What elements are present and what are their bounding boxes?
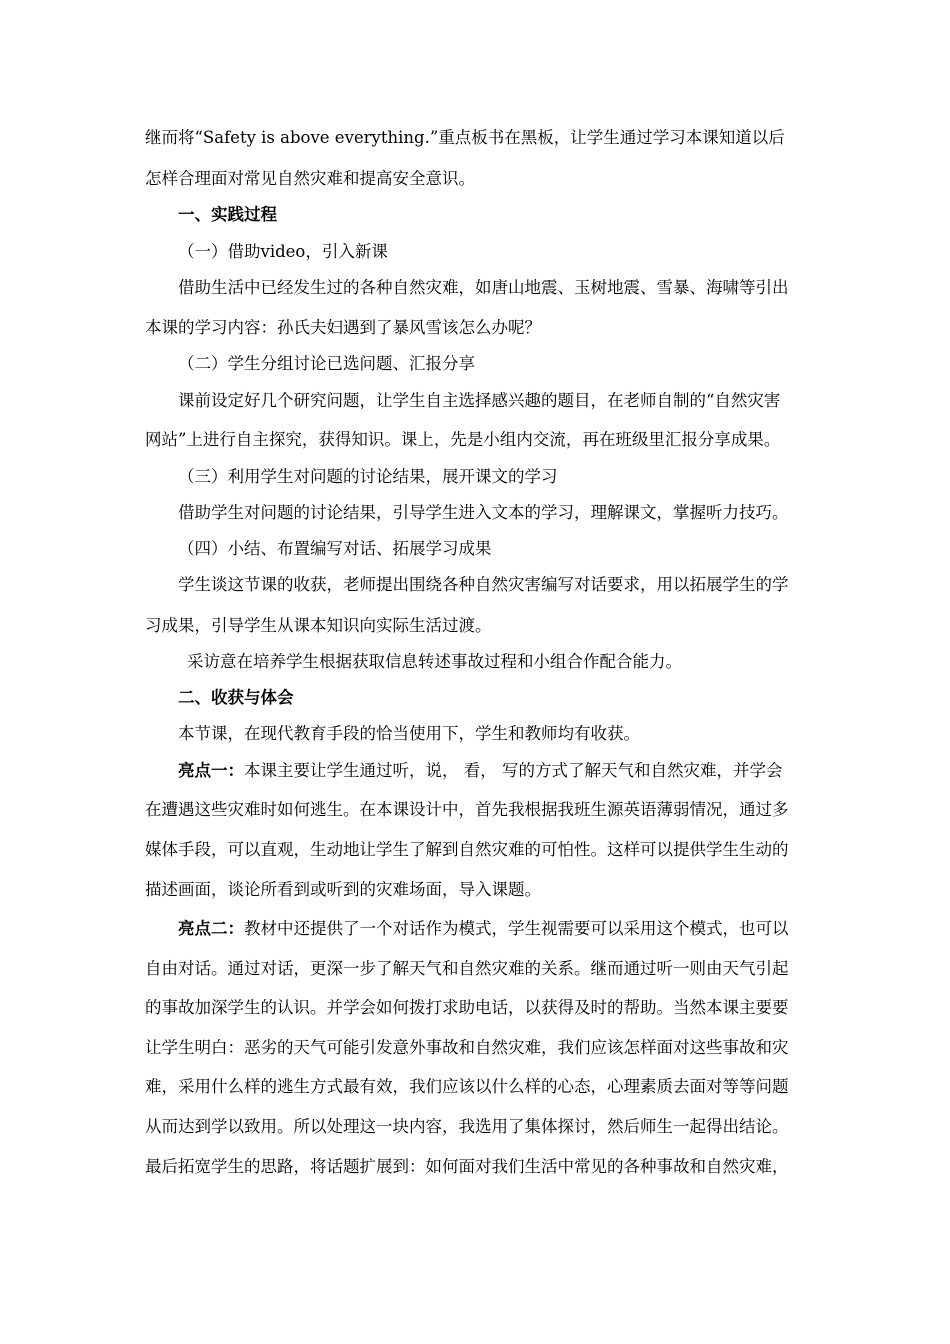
sub3-line-1: 借助学生对问题的讨论结果，引导学生进入文本的学习，理解课文，掌握听力技巧。 bbox=[178, 503, 789, 522]
section1-heading: 一、实践过程 bbox=[178, 205, 277, 224]
section2-intro: 本节课，在现代教育手段的恰当使用下，学生和教师均有收获。 bbox=[178, 724, 640, 743]
sub4-title: （四）小结、布置编写对话、拓展学习成果 bbox=[178, 539, 492, 558]
highlight1-line-3: 媒体手段，可以直观，生动地让学生了解到自然灾难的可怕性。这样可以提供学生生动的 bbox=[145, 840, 789, 859]
sub2-line-1: 课前设定好几个研究问题，让学生自主选择感兴趣的题目，在老师自制的“自然灾害 bbox=[178, 391, 781, 410]
sub1-line-1: 借助生活中已经发生过的各种自然灾难，如唐山地震、玉树地震、雪暴、海啸等引出 bbox=[178, 278, 789, 297]
highlight2-first-line bbox=[178, 919, 789, 939]
highlight2-line-3: 的事故加深学生的认识。并学会如何拨打求助电话，以获得及时的帮助。当然本课主要要 bbox=[145, 998, 789, 1017]
highlight1-first-text: 本课主要让学生通过听，说， 看， 写的方式了解天气和自然灾难，并学会 bbox=[244, 761, 783, 780]
highlight2-first-text: 教材中还提供了一个对话作为模式，学生视需要可以采用这个模式，也可以 bbox=[244, 919, 789, 938]
sub2-title: （二）学生分组讨论已选问题、汇报分享 bbox=[178, 354, 475, 373]
highlight1-line-2: 在遭遇这些灾难时如何逃生。在本课设计中，首先我根据我班生源英语薄弱情况，通过多 bbox=[145, 800, 789, 819]
sub3-title: （三）利用学生对问题的讨论结果，展开课文的学习 bbox=[178, 467, 558, 486]
sub2-line-2: 网站”上进行自主探究，获得知识。课上，先是小组内交流，再在班级里汇报分享成果。 bbox=[145, 430, 781, 449]
sub4-line-2: 习成果，引导学生从课本知识向实际生活过渡。 bbox=[145, 616, 492, 635]
sub4-line-1: 学生谈这节课的收获，老师提出围绕各种自然灾害编写对话要求，用以拓展学生的学 bbox=[178, 575, 789, 594]
highlight1-line-4: 描述画面，谈论所看到或听到的灾难场面，导入课题。 bbox=[145, 880, 541, 899]
section2-heading: 二、收获与体会 bbox=[178, 688, 294, 707]
highlight1-label: 亮点一： bbox=[178, 761, 244, 780]
intro-line-2: 怎样合理面对常见自然灾难和提高安全意识。 bbox=[145, 169, 475, 188]
sub4-line-3: 采访意在培养学生根据获取信息转述事故过程和小组合作配合能力。 bbox=[187, 652, 682, 671]
sub1-title: （一）借助video，引入新课 bbox=[178, 242, 388, 261]
sub1-line-2: 本课的学习内容：孙氏夫妇遇到了暴风雪该怎么办呢？ bbox=[145, 318, 541, 337]
highlight1-first-line bbox=[178, 761, 783, 781]
intro-line-1: 继而将“Safety is above everything.”重点板书在黑板，让学生通过学习本课知道以后 bbox=[145, 128, 785, 147]
highlight2-line-5: 难，采用什么样的逃生方式最有效，我们应该以什么样的心态，心理素质去面对等等问题 bbox=[145, 1077, 789, 1096]
highlight2-line-7: 最后拓宽学生的思路，将话题扩展到：如何面对我们生活中常见的各种事故和自然灾难， bbox=[145, 1157, 789, 1176]
highlight2-line-2: 自由对话。通过对话，更深一步了解天气和自然灾难的关系。继而通过听一则由天气引起 bbox=[145, 959, 789, 978]
highlight2-line-6: 从而达到学以致用。所以处理这一块内容，我选用了集体探讨，然后师生一起得出结论。 bbox=[145, 1117, 789, 1136]
highlight2-label: 亮点二： bbox=[178, 919, 244, 938]
highlight2-line-4: 让学生明白：恶劣的天气可能引发意外事故和自然灾难，我们应该怎样面对这些事故和灾 bbox=[145, 1038, 789, 1057]
